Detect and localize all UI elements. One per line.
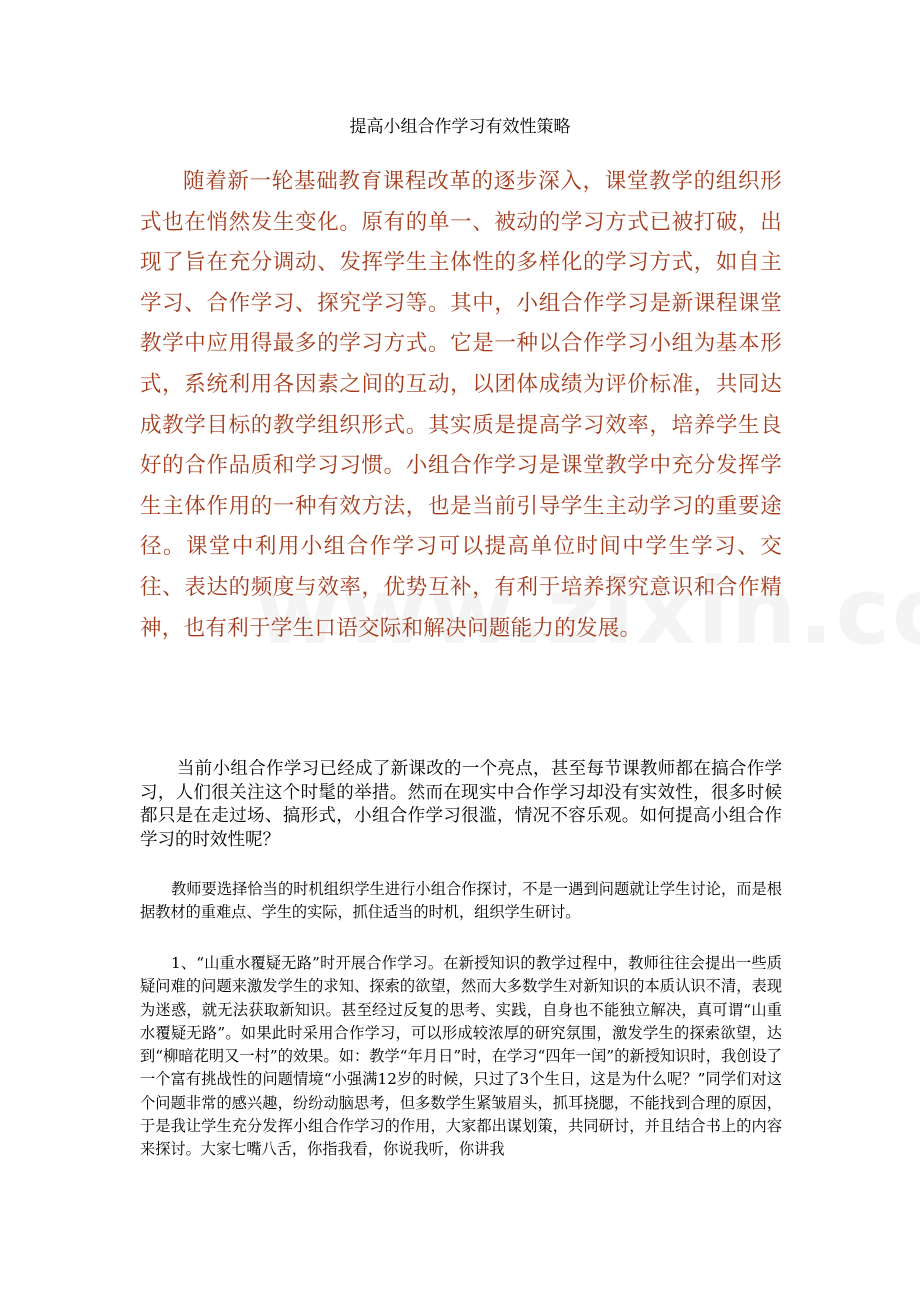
body-paragraph-1: 当前小组合作学习已经成了新课改的一个亮点，甚至每节课教师都在搞合作学习，人们很关注这个时髦的举措。然而在现实中合作学习却没有实效性，很多时候都只是在走过场、搞形式，小组合作学习很滥，情况不容乐观。如何提高小组合作学习的时效性呢？ [140,759,782,850]
intro-paragraph: 随着新一轮基础教育课程改革的逐步深入，课堂教学的组织形式也在悄然发生变化。原有的单一、被动的学习方式已被打破，出现了旨在充分调动、发挥学生主体性的多样化的学习方式，如自主学习、合作学习、探究学习等。其中，小组合作学习是新课程课堂教学中应用得最多的学习方式。它是一种以合作学习小组为基本形式，系统利用各因素之间的互动，以团体成绩为评价标准，共同达成教学目标的教学组织形式。其实质是提高学习效率，培养学生良好的合作品质和学习习惯。小组合作学习是课堂教学中充分发挥学生主体作用的一种有效方法，也是当前引导学生主动学习的重要途径。课堂中利用小组合作学习可以提高单位时间中学生学习、交往、表达的频度与效率，优势互补，有利于培养探究意识和合作精神，也有利于学生口语交际和解决问题能力的发展。 [140,169,782,641]
document-title: 提高小组合作学习有效性策略 [349,117,571,137]
body-paragraph-3: 1、“山重水覆疑无路”时开展合作学习。在新授知识的教学过程中，教师往往会提出一些质疑问难的问题来激发学生的求知、探索的欲望，然而大多数学生对新知识的本质认识不清，表现为迷惑，就无法获取新知识。甚至经过反复的思考、实践，自身也不能独立解决，真可谓“山重水覆疑无路”。如果此时采用合作学习，可以形成较浓厚的研究氛围，激发学生的探索欲望，达到“柳暗花明又一村”的效果。如：教学“年月日”时，在学习“四年一闰”的新授知识时，我创设了一个富有挑战性的问题情境“小强满12岁的时候，只过了3个生日，这是为什么呢？”同学们对这个问题非常的感兴趣，纷纷动脑思考，但多数学生紧皱眉头，抓耳挠腮，不能找到合理的原因，于是我让学生充分发挥小组合作学习的作用，大家都出谋划策，共同研讨，并且结合书上的内容来探讨。大家七嘴八舌，你指我看，你说我听，你讲我 [140,954,782,1159]
body-paragraph-2: 教师要选择恰当的时机组织学生进行小组合作探讨，不是一遇到问题就让学生讨论，而是根据教材的重难点、学生的实际，抓住适当的时机，组织学生研讨。 [140,880,782,922]
